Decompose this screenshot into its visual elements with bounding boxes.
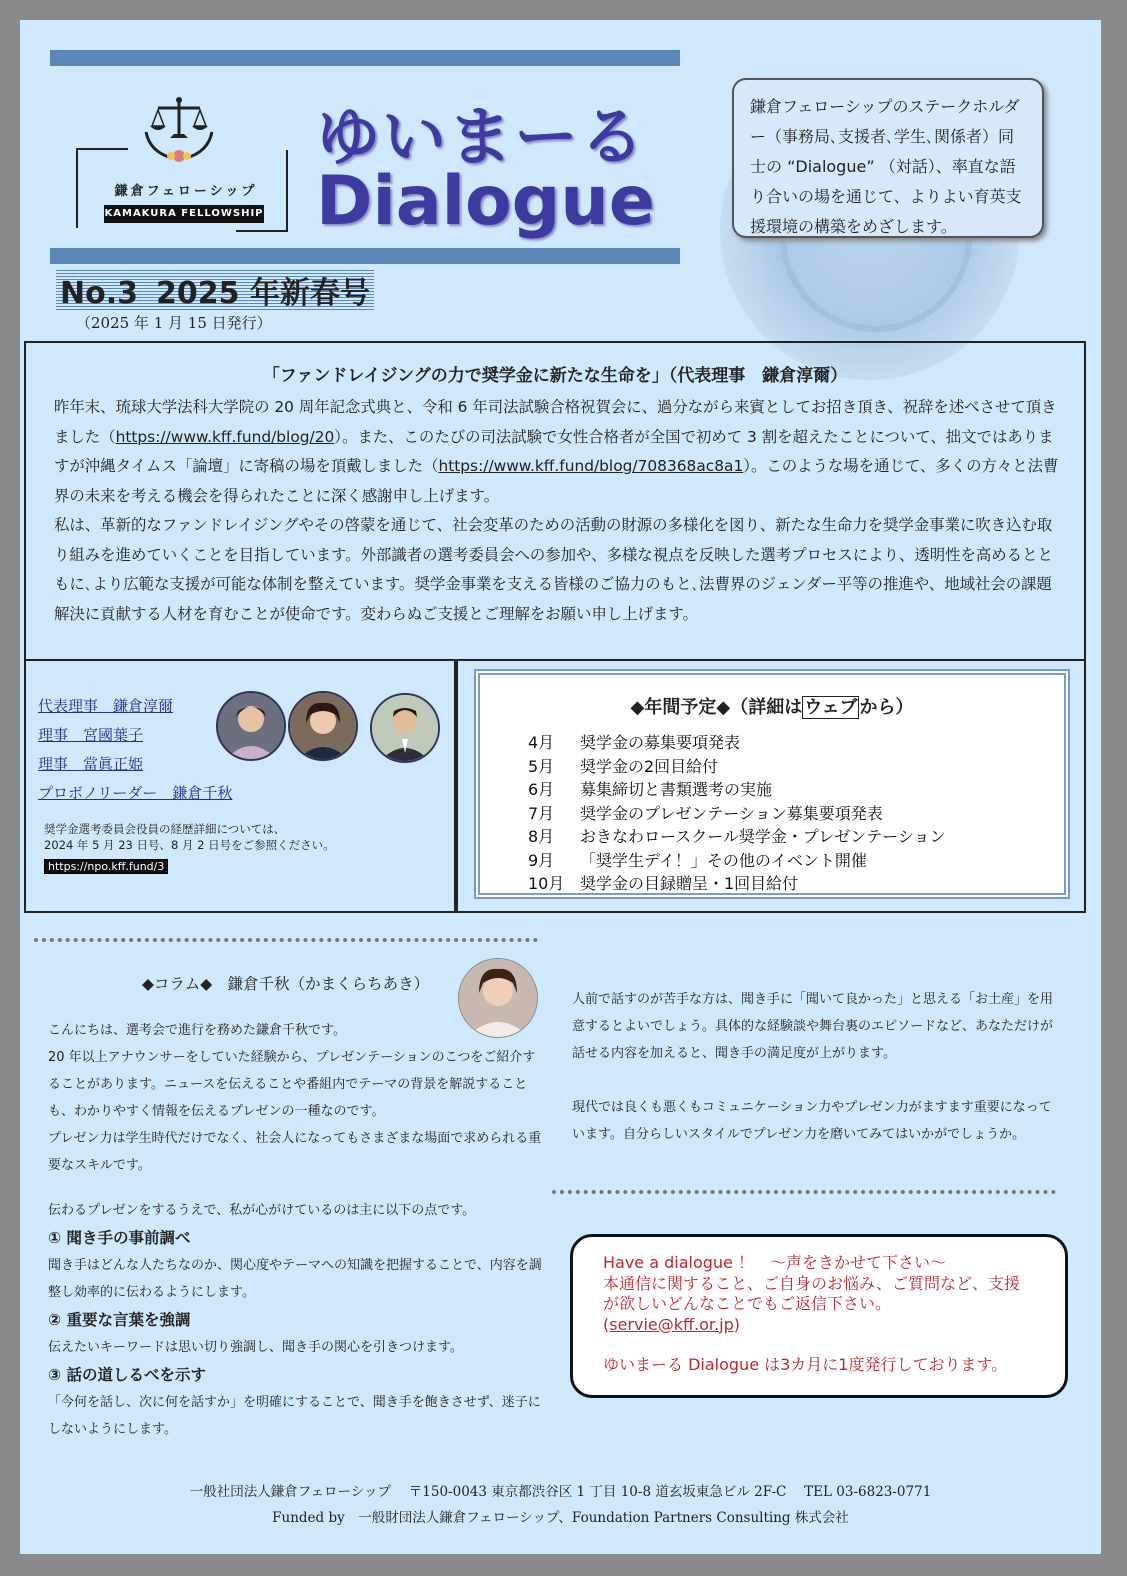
footer-funded-by: Funded by 一般財団法人鎌倉フェローシップ、Foundation Partners Consulting 株式会社 xyxy=(272,1510,849,1526)
web-link[interactable]: ウェブ xyxy=(804,697,858,718)
staff-name-2[interactable]: 理事 宮國葉子 xyxy=(38,726,144,744)
staff-name-4[interactable]: プロボノリーダー 鎌倉千秋 xyxy=(38,784,233,802)
schedule-title: ◆年間予定◆（詳細は ウェブ から） xyxy=(630,697,914,718)
staff-profile-link[interactable]: https://npo.kff.fund/3 xyxy=(44,859,168,874)
schedule-item: 6月 募集締切と書類選考の実施 xyxy=(528,780,773,799)
tip-heading-3: ③ 話の道しるべを示す xyxy=(48,1366,207,1384)
tip-heading-1: ① 聞き手の事前調べ xyxy=(48,1229,191,1247)
newsletter-page xyxy=(20,20,1101,1554)
footer-address: 一般社団法人鎌倉フェローシップ 〒150-0043 東京都渋谷区 1 丁目 10-8 道玄坂東急ビル 2F-C TEL 03-6823-0771 xyxy=(189,1484,932,1500)
header-bar-top xyxy=(50,50,680,66)
schedule-box xyxy=(474,669,1070,899)
schedule-item: 5月 奨学金の2回目給付 xyxy=(528,756,719,776)
contact-heading: Have a dialogue ！ ～声をきかせて下さい～ xyxy=(603,1253,946,1272)
issue-label xyxy=(56,268,374,312)
column-title: ◆コラム◆ 鎌倉千秋（かまくらちあき） xyxy=(142,975,430,993)
intro-box: 鎌倉フェローシップのステークホルダー（事務局､支援者､学生､関係者）同士の “Dialogue” （対話）、率直な語り合いの場を通じて、よりよい育英支援環境の構築をめざします。 xyxy=(732,78,1044,238)
blog-link-20[interactable]: https://www.kff.fund/blog/20 xyxy=(115,427,335,446)
schedule-item: 8月 おきなわロースクール奨学金・プレゼンテーション xyxy=(528,827,946,846)
column-left-text: こんにちは、選考会で進行を務めた鎌倉千秋です。 20 年以上アナウンサーをしていた経験から、プレゼンテーションのこつをご紹介することがあります。ニュースを伝えることや番組内でテーマの背景を解説することも、わかりやすく情報を伝えるプレゼンの一種なのです。 プレゼン力は学生時代だけでなく、社会人になってもさまざまな場面で求められる重要なスキルです。 伝わるプレゼンをするうえで、私が心がけているのは主に以下の点です。 ① 聞き手の事前調べ 聞き手はどんな人たちなのか、関心度やテーマへの知識を把握することで、内容を調整し効率的に伝わるようにします。 ② 重要な言葉を強調 伝えたいキーワードは思い切り強調し、聞き手の関心を引きつけます。 ③ 話の道しるべを示す 「今何を話し、次に何を話すか」を明確にすることで、聞き手を飽きさせず、迷子にしないようにします。 xyxy=(48,1017,548,1443)
newsletter-title-line1: ゆいまーる xyxy=(316,101,646,175)
issue-number: No.3 xyxy=(60,276,138,311)
staff-note: 奨学金選考委員会役員の経歴詳細については、 2024 年 5 月 23 日号、8 月 2 日号をご参照ください。 xyxy=(44,822,335,852)
schedule-item: 9月 「奨学生デイ！」その他のイベント開催 xyxy=(528,850,867,870)
staff-photo-2 xyxy=(288,691,358,761)
issue-name: 2025 年新春号 xyxy=(156,276,370,311)
blog-link-708368[interactable]: https://www.kff.fund/blog/708368ac8a1 xyxy=(438,457,744,475)
tip-heading-2: ② 重要な言葉を強調 xyxy=(48,1311,191,1329)
column-divider-top xyxy=(34,938,538,942)
contact-box: Have a dialogue ！ ～声をきかせて下さい～ 本通信に関すること、ご自身のお悩み、ご質問など、支援が欲しいどんなことでもご返信下さい。 (servie@kff.or.jp) ゆいまーる Dialogue は3カ月に1度発行しております。 xyxy=(570,1234,1068,1398)
contact-text: 本通信に関すること、ご自身のお悩み、ご質問など、支援が欲しいどんなことでもご返信下さい。 xyxy=(603,1273,1020,1313)
schedule-list xyxy=(528,731,946,896)
message-body: 昨年末、琉球大学法科大学院の 20 周年記念式典と、令和 6 年司法試験合格祝賀会に、過分ながら来賓としてお招き頂き、祝辞を述べさせて頂きました（https://www.kff.fund/blog/20）。また、このたびの司法試験で女性合格者が全国で初めて 3 割を超えたことについて、拙文ではありますが沖縄タイムス「論壇」に寄稿の場を頂戴しました（https://www.kff.fund/blog/708368ac8a1）。このような場を通じて、多くの方々と法曹界の未来を考える機会を得られたことに深く感謝申し上げます。 私は、革新的なファンドレイジングやその啓蒙を通じて、社会変革のための活動の財源の多様化を図り、新たな生命力を奨学金事業に吹き込む取り組みを進めていくことを目指しています。外部識者の選考委員会への参加や、多様な視点を反映した選考プロセスにより、透明性を高めるとともに､より広範な支援が可能な体制を整えています。奨学金事業を支える皆様のご協力のもと､法曹界のジェンダー平等の推進や、地域社会の課題解決に貢献する人材を育むことが使命です。変わらぬご支援とご理解をお願い申し上げます。 xyxy=(54,393,1064,629)
logo-english: KAMAKURA FELLOWSHIP xyxy=(104,205,264,223)
staff-photo-1 xyxy=(216,691,286,761)
schedule-item: 4月 奨学金の募集要項発表 xyxy=(528,733,741,752)
header-bar-bottom xyxy=(50,248,680,264)
issue-date: （2025 年 1 月 15 日発行） xyxy=(76,314,272,332)
logo-japanese: 鎌倉フェローシップ xyxy=(114,184,258,199)
schedule-section xyxy=(456,661,1086,913)
issue-frequency: ゆいまーる Dialogue は3カ月に1度発行しております。 xyxy=(603,1355,1008,1374)
newsletter-title-line2: Dialogue xyxy=(316,162,655,241)
staff-section xyxy=(24,661,456,913)
column-divider-right xyxy=(552,1190,1056,1194)
logo xyxy=(76,120,288,238)
message-title: 「ファンドレイジングの力で奨学金に新たな生命を」（代表理事 鎌倉淳爾） xyxy=(262,366,848,386)
staff-photo-3 xyxy=(370,693,440,763)
message-section xyxy=(24,341,1086,661)
message-paragraph-2: 私は、革新的なファンドレイジングやその啓蒙を通じて、社会変革のための活動の財源の多様化を図り、新たな生命力を奨学金事業に吹き込む取り組みを進めていくことを目指しています。外部識者の選考委員会への参加や、多様な視点を反映した選考プロセスにより、透明性を高めるとともに､より広範な支援が可能な体制を整えています。奨学金事業を支える皆様のご協力のもと､法曹界のジェンダー平等の推進や、地域社会の課題解決に貢献する人材を育むことが使命です。変わらぬご支援とご理解をお願い申し上げます。 xyxy=(54,516,1053,623)
contact-email-link[interactable]: servie@kff.or.jp xyxy=(609,1314,734,1334)
scales-icon xyxy=(138,92,220,178)
schedule-item: 7月 奨学金のプレゼンテーション募集要項発表 xyxy=(528,803,883,823)
schedule-item: 10月 奨学金の目録贈呈・1回目給付 xyxy=(528,874,799,893)
column-right-text: 人前で話すのが苦手な方は、聞き手に「聞いて良かった」と思える「お土産」を用意するとよいでしょう。具体的な経験談や舞台裏のエピソードなど、あなただけが話せる内容を加えると、聞き手の満足度が上がります。 現代では良くも悪くもコミュニケーション力やプレゼン力がますます重要になっています。自分らしいスタイルでプレゼン力を磨いてみてはいかがでしょうか。 xyxy=(572,992,1054,1142)
staff-name-3[interactable]: 理事 當眞正姫 xyxy=(38,755,144,773)
staff-name-1[interactable]: 代表理事 鎌倉淳爾 xyxy=(38,697,174,715)
